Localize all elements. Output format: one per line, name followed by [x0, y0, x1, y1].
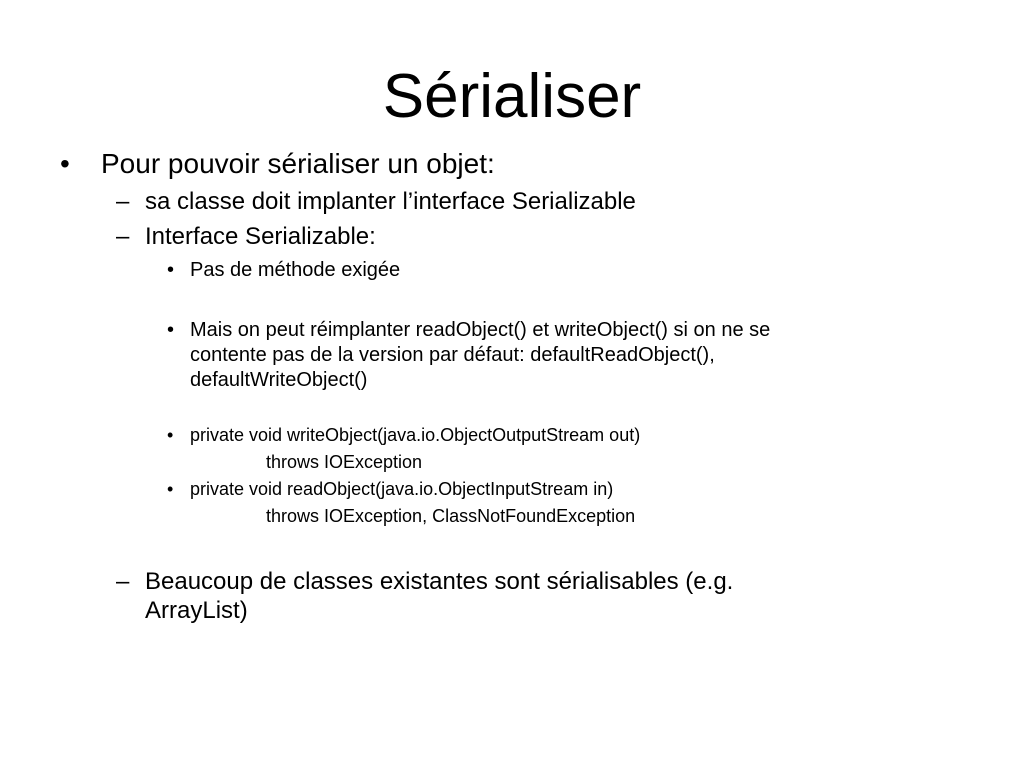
code-line: throws IOException, ClassNotFoundException — [266, 506, 636, 526]
bullet-text-line: Beaucoup de classes existantes sont sérialisables (e.g. — [145, 568, 734, 595]
bullet-text-line: contente pas de la version par défaut: defaultReadObject(), — [190, 344, 715, 366]
bullet-marker: • — [167, 425, 174, 445]
bullet-text: Pas de méthode exigée — [190, 259, 401, 281]
code-line: throws IOException — [266, 452, 423, 472]
bullet-text: Pour pouvoir sérialiser un objet: — [101, 148, 495, 179]
slide-title: Sérialiser — [382, 62, 642, 131]
bullet-marker: • — [167, 319, 175, 341]
bullet-text: Interface Serializable: — [145, 223, 376, 250]
code-line: private void writeObject(java.io.ObjectOutputStream out) — [190, 425, 641, 445]
bullet-text: sa classe doit implanter l’interface Serializable — [145, 188, 636, 215]
bullet-text-line: Mais on peut réimplanter readObject() et writeObject() si on ne se — [190, 319, 771, 341]
dash-marker: – — [116, 188, 130, 215]
code-line: private void readObject(java.io.ObjectInputStream in) — [190, 479, 614, 499]
bullet-marker: • — [167, 479, 174, 499]
bullet-marker: • — [167, 259, 175, 281]
bullet-text-line: ArrayList) — [145, 597, 248, 624]
dash-marker: – — [116, 223, 130, 250]
bullet-marker: • — [60, 148, 70, 179]
bullet-text-line: defaultWriteObject() — [190, 369, 368, 391]
dash-marker: – — [116, 568, 130, 595]
